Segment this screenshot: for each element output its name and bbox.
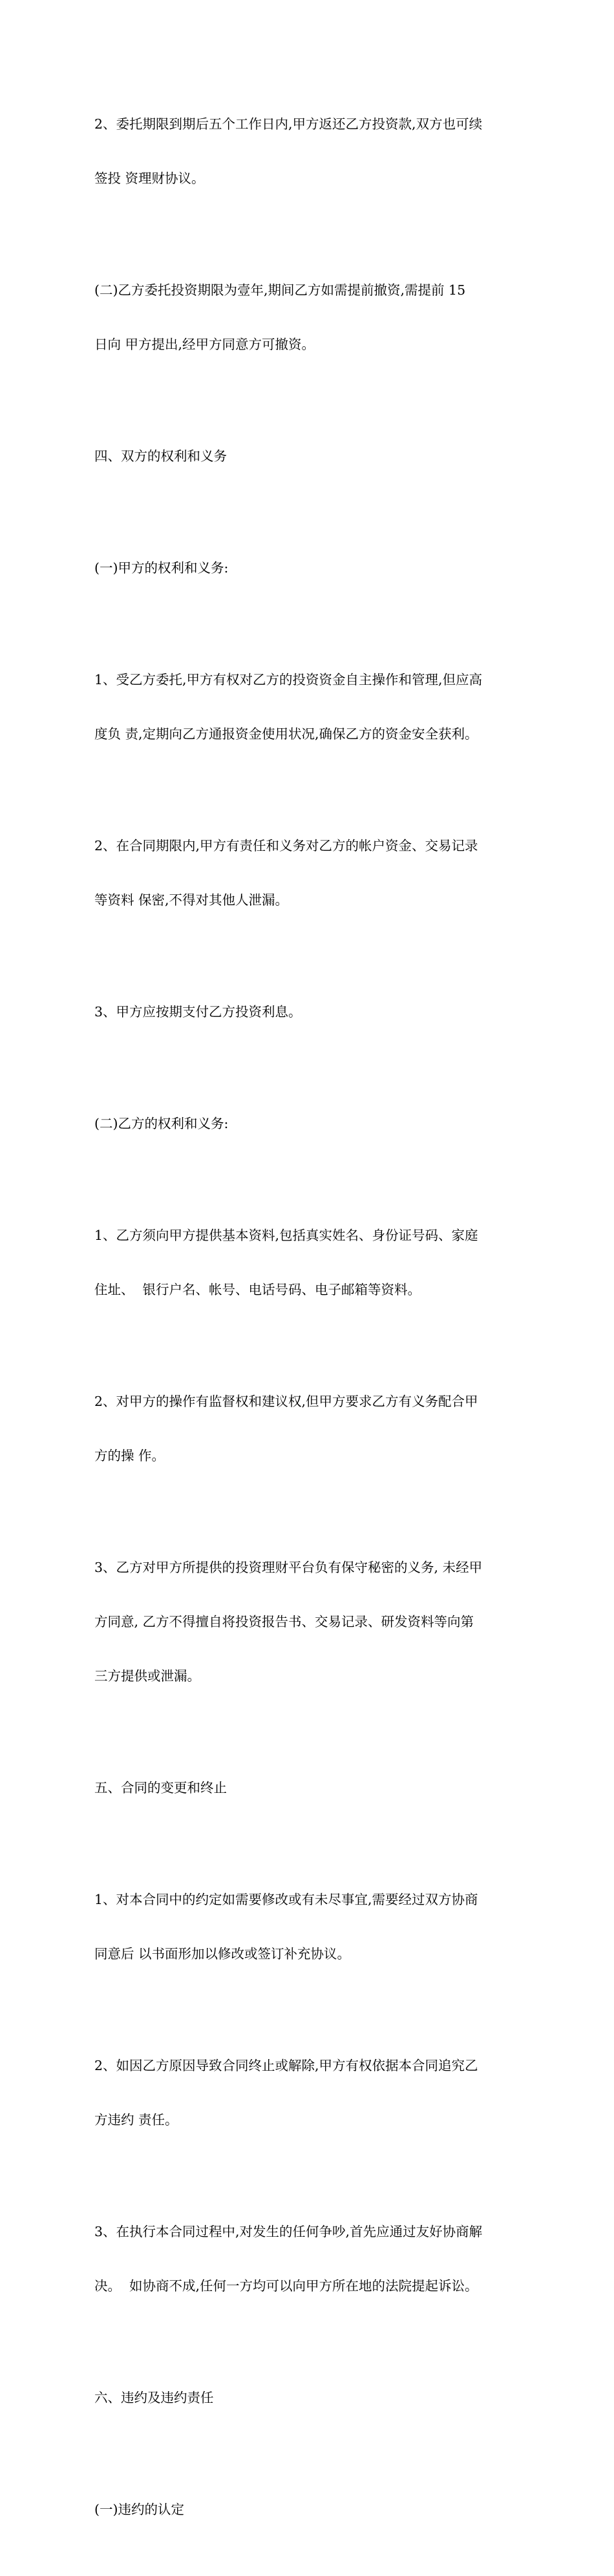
subheading-breach-definition [94, 2464, 524, 2555]
text-line: 3、乙方对甲方所提供的投资理财平台负有保守秘密的义务, 未经甲 [94, 1560, 483, 1575]
text-line: 方同意, 乙方不得擅自将投资报告书、交易记录、研发资料等向第 [94, 1614, 474, 1629]
subheading-party-b [94, 1078, 524, 1169]
text-line: 1、对本合同中的约定如需要修改或有未尽事宜,需要经过双方协商 [94, 1892, 478, 1907]
text-line: 2、在合同期限内,甲方有责任和义务对乙方的帐户资金、交易记录 [94, 838, 478, 853]
text-line: (一)违约的认定 [94, 2502, 184, 2517]
section-heading-change-termination [94, 1743, 524, 1833]
text-line: 日向 甲方提出,经甲方同意方可撤资。 [94, 337, 315, 352]
text-line: 签投 资理财协议。 [94, 171, 205, 186]
paragraph-party-a-item-2 [94, 801, 524, 945]
text-line: 1、乙方须向甲方提供基本资料,包括真实姓名、身份证号码、家庭 [94, 1228, 478, 1243]
paragraph-party-a-item-3 [94, 967, 524, 1057]
text-line: 2、委托期限到期后五个工作日内,甲方返还乙方投资款,双方也可续 [94, 116, 483, 132]
paragraph-party-b-item-2 [94, 1356, 524, 1501]
text-line: 3、在执行本合同过程中,对发生的任何争吵,首先应通过友好协商解 [94, 2224, 483, 2239]
text-line: 度负 责,定期向乙方通报资金使用状况,确保乙方的资金安全获利。 [94, 726, 478, 742]
subheading-party-a [94, 523, 524, 613]
section-heading-breach [94, 2352, 524, 2443]
paragraph-change-item-3 [94, 2186, 524, 2331]
paragraph-party-b-item-3 [94, 1522, 524, 1721]
text-line: 三方提供或泄漏。 [94, 1668, 200, 1684]
text-line: 四、双方的权利和义务 [94, 448, 227, 464]
text-line: 住址、 银行户名、帐号、电话号码、电子邮箱等资料。 [94, 1282, 421, 1297]
section-heading-rights-obligations [94, 411, 524, 501]
text-line: 2、如因乙方原因导致合同终止或解除,甲方有权依据本合同追究乙 [94, 2058, 478, 2073]
paragraph-term-expiry [94, 79, 524, 224]
text-line: 五、合同的变更和终止 [94, 1780, 227, 1796]
text-line: (二)乙方的权利和义务: [94, 1116, 229, 1131]
paragraph-change-item-2 [94, 2020, 524, 2165]
paragraph-change-item-1 [94, 1854, 524, 1999]
document-body [94, 79, 524, 2576]
text-line: 1、受乙方委托,甲方有权对乙方的投资资金自主操作和管理,但应高 [94, 672, 483, 687]
text-line: 决。 如协商不成,任何一方均可以向甲方所在地的法院提起诉讼。 [94, 2278, 478, 2294]
paragraph-party-a-item-1 [94, 634, 524, 779]
text-line: (二)乙方委托投资期限为壹年,期间乙方如需提前撤资,需提前 15 [94, 282, 466, 298]
paragraph-investment-period [94, 245, 524, 390]
text-line: 同意后 以书面形加以修改或签订补充协议。 [94, 1946, 351, 1962]
text-line: 等资料 保密,不得对其他人泄漏。 [94, 892, 289, 908]
text-line: (一)甲方的权利和义务: [94, 560, 229, 576]
text-line: 六、违约及违约责任 [94, 2390, 214, 2405]
text-line: 方违约 责任。 [94, 2112, 178, 2128]
text-line: 3、甲方应按期支付乙方投资利息。 [94, 1004, 302, 1020]
text-line: 方的操 作。 [94, 1448, 165, 1463]
paragraph-party-b-item-1 [94, 1190, 524, 1335]
text-line: 2、对甲方的操作有监督权和建议权,但甲方要求乙方有义务配合甲 [94, 1394, 478, 1409]
